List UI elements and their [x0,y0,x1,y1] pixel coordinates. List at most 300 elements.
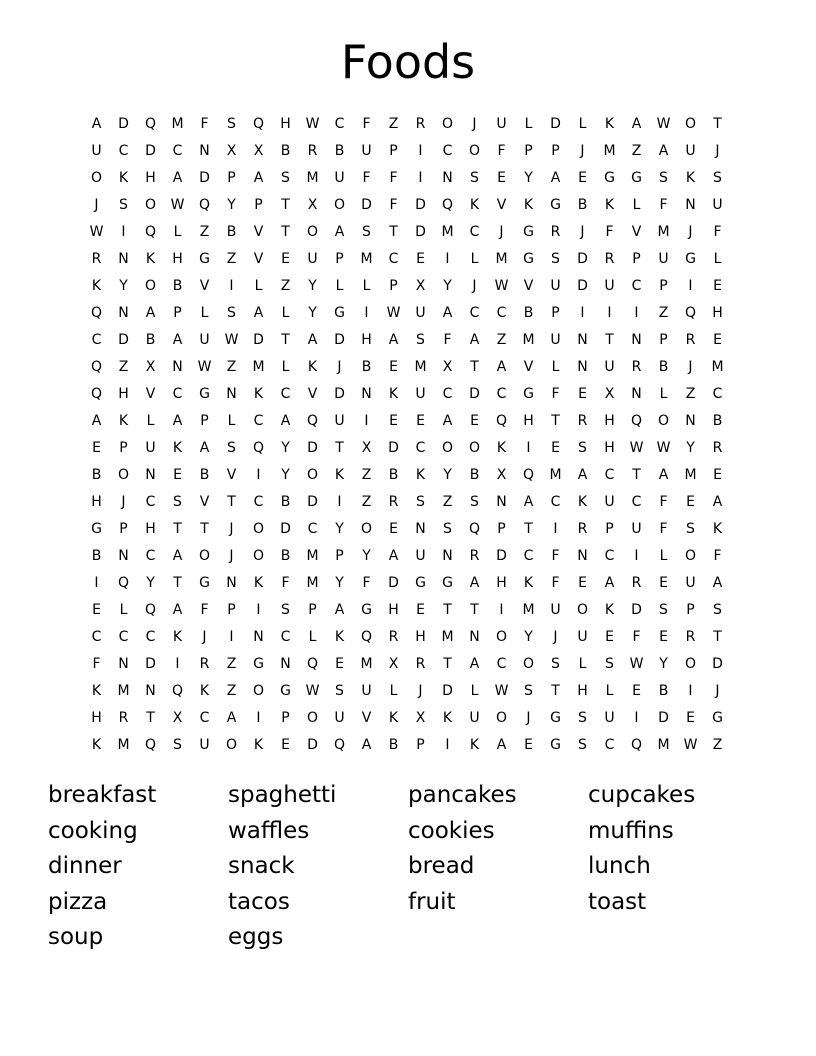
grid-letter: N [118,656,129,672]
grid-letter: U [307,251,318,267]
grid-letter: K [604,197,615,213]
grid-letter: O [144,197,157,213]
grid-letter: Q [360,629,373,645]
grid-letter: Q [144,737,157,753]
word-list-item: fruit [408,888,456,915]
grid-letter: T [281,224,290,240]
grid-row [83,219,731,246]
grid-letter: X [388,656,399,672]
grid-letter: S [416,494,425,510]
grid-letter: P [173,305,182,321]
grid-letter: S [686,521,695,537]
grid-letter: W [494,683,509,699]
grid-letter: Q [522,467,535,483]
grid-letter: N [226,386,237,402]
grid-letter: O [684,116,697,132]
grid-letter: E [605,629,614,645]
grid-letter: F [659,494,668,510]
grid-letter: T [146,710,155,726]
grid-letter: W [170,197,185,213]
grid-letter: J [715,143,720,159]
grid-letter: U [577,629,588,645]
word-list-item: dinner [48,853,122,880]
grid-letter: G [280,683,291,699]
grid-letter: S [227,305,236,321]
grid-letter: M [360,656,373,672]
grid-letter: W [89,224,104,240]
grid-letter: A [280,413,291,429]
grid-letter: R [388,629,399,645]
grid-letter: R [91,251,102,267]
grid-row [83,354,731,381]
grid-letter: K [253,575,264,591]
grid-letter: L [659,548,668,564]
grid-letter: T [470,602,479,618]
grid-letter: E [281,251,290,267]
word-list-item: toast [588,888,647,915]
grid-letter: V [523,359,534,375]
grid-letter: Z [226,251,237,267]
grid-letter: K [712,521,723,537]
grid-letter: T [524,521,533,537]
grid-letter: A [91,413,102,429]
grid-letter: S [470,170,479,186]
grid-letter: E [416,602,425,618]
grid-letter: L [713,251,722,267]
word-list [48,778,768,956]
grid-letter: A [658,467,669,483]
grid-letter: A [172,170,183,186]
grid-letter: Q [252,440,265,456]
grid-letter: U [199,737,210,753]
grid-letter: N [469,629,480,645]
grid-letter: J [472,278,477,294]
grid-letter: W [494,278,509,294]
grid-letter: V [631,224,642,240]
grid-letter: J [526,710,531,726]
grid-letter: G [631,170,642,186]
grid-letter: A [172,548,183,564]
grid-letter: K [334,467,345,483]
grid-letter: P [551,143,560,159]
grid-letter: O [576,602,589,618]
grid-letter: M [117,737,130,753]
grid-letter: Y [146,575,155,591]
grid-letter: K [253,386,264,402]
grid-letter: S [659,602,668,618]
grid-letter: G [550,197,561,213]
grid-letter: N [577,332,588,348]
word-list-item: soup [48,924,104,951]
grid-letter: K [523,197,534,213]
grid-letter: M [306,170,319,186]
grid-letter: T [281,332,290,348]
grid-letter: R [577,521,588,537]
grid-letter: G [523,224,534,240]
grid-letter: D [307,494,318,510]
grid-letter: A [388,548,399,564]
grid-letter: R [550,224,561,240]
grid-letter: T [632,467,641,483]
grid-letter: K [604,602,615,618]
grid-letter: I [553,521,558,537]
word-list-item: cupcakes [588,782,696,808]
grid-letter: A [469,656,480,672]
grid-letter: A [91,116,102,132]
page-title: Foods [340,35,476,89]
grid-letter: I [229,629,234,645]
grid-letter: C [91,332,102,348]
grid-letter: A [604,575,615,591]
grid-letter: Q [144,224,157,240]
grid-letter: D [415,197,426,213]
grid-letter: A [712,494,723,510]
grid-letter: R [631,359,642,375]
grid-letter: O [90,170,103,186]
grid-letter: F [389,197,398,213]
grid-letter: A [469,575,480,591]
grid-letter: O [198,548,211,564]
grid-letter: J [688,359,693,375]
grid-letter: T [389,224,398,240]
grid-letter: C [631,278,642,294]
grid-letter: I [229,278,234,294]
grid-row [83,462,731,489]
grid-letter: Y [281,467,290,483]
grid-letter: Z [280,278,291,294]
grid-letter: H [91,494,102,510]
grid-letter: I [580,305,585,321]
grid-letter: G [253,656,264,672]
grid-letter: U [658,251,669,267]
grid-letter: K [91,737,102,753]
grid-letter: J [472,116,477,132]
grid-letter: P [119,521,128,537]
grid-letter: L [605,683,614,699]
grid-letter: X [442,359,453,375]
grid-letter: K [496,440,507,456]
grid-letter: Z [496,332,507,348]
grid-letter: U [604,710,615,726]
grid-letter: H [604,413,615,429]
grid-letter: O [441,440,454,456]
grid-letter: F [362,170,371,186]
grid-letter: D [577,278,588,294]
grid-letter: A [334,602,345,618]
grid-letter: I [607,305,612,321]
grid-letter: D [145,143,156,159]
grid-letter: B [280,143,291,159]
grid-letter: G [361,602,372,618]
grid-letter: D [550,116,561,132]
grid-letter: Q [198,197,211,213]
letter-grid [83,111,731,759]
grid-letter: W [224,332,239,348]
grid-letter: Q [306,413,319,429]
grid-letter: A [172,602,183,618]
grid-letter: M [711,359,724,375]
grid-letter: V [199,494,210,510]
grid-letter: X [226,143,237,159]
grid-letter: A [496,737,507,753]
grid-letter: B [91,548,102,564]
grid-letter: A [172,332,183,348]
grid-letter: A [253,170,264,186]
grid-letter: M [360,251,373,267]
grid-letter: B [145,332,156,348]
grid-letter: E [713,467,722,483]
grid-letter: Y [443,467,452,483]
grid-letter: Q [144,602,157,618]
grid-letter: I [418,170,423,186]
grid-letter: A [253,305,264,321]
grid-letter: X [496,467,507,483]
grid-letter: B [334,143,345,159]
grid-letter: C [118,143,129,159]
grid-letter: C [496,305,507,321]
grid-letter: R [577,413,588,429]
grid-letter: U [199,332,210,348]
grid-letter: S [659,170,668,186]
grid-letter: D [442,683,453,699]
word-list-item: tacos [228,888,290,915]
grid-letter: O [684,656,697,672]
grid-letter: S [524,683,533,699]
grid-row [83,246,731,273]
grid-letter: B [658,359,669,375]
grid-letter: D [145,656,156,672]
grid-letter: C [118,629,129,645]
grid-row [83,543,731,570]
grid-letter: Q [90,386,103,402]
grid-letter: C [442,386,453,402]
grid-letter: R [631,575,642,591]
grid-letter: R [307,143,318,159]
grid-letter: G [199,386,210,402]
grid-letter: G [550,737,561,753]
grid-letter: B [199,467,210,483]
grid-letter: G [523,386,534,402]
grid-letter: O [333,197,346,213]
grid-letter: N [118,305,129,321]
grid-letter: Z [361,494,372,510]
grid-letter: F [92,656,101,672]
grid-letter: Y [119,278,128,294]
grid-letter: E [92,440,101,456]
grid-letter: V [496,197,507,213]
word-list-item: snack [228,853,295,880]
grid-letter: K [118,413,129,429]
grid-letter: N [226,575,237,591]
grid-letter: B [577,197,588,213]
grid-letter: O [684,548,697,564]
grid-letter: T [713,116,722,132]
grid-letter: R [415,116,426,132]
grid-letter: J [688,224,693,240]
word-list-item: pizza [48,888,108,915]
grid-letter: C [172,143,183,159]
grid-letter: J [715,683,720,699]
grid-letter: F [200,602,209,618]
grid-letter: T [713,629,722,645]
grid-letter: P [632,251,641,267]
grid-letter: C [631,494,642,510]
grid-letter: L [308,629,317,645]
grid-letter: F [281,575,290,591]
grid-letter: N [577,359,588,375]
grid-letter: L [389,683,398,699]
grid-letter: C [145,494,156,510]
grid-letter: C [172,386,183,402]
grid-letter: A [442,413,453,429]
grid-letter: N [118,251,129,267]
grid-letter: H [118,386,129,402]
grid-letter: E [659,575,668,591]
grid-letter: E [632,683,641,699]
grid-letter: X [172,710,183,726]
grid-letter: Z [658,305,669,321]
grid-letter: Q [495,413,508,429]
grid-letter: W [305,683,320,699]
grid-letter: N [253,629,264,645]
grid-letter: Z [442,494,453,510]
grid-letter: E [173,467,182,483]
grid-letter: D [496,548,507,564]
grid-letter: M [495,251,508,267]
grid-letter: S [578,440,587,456]
grid-row [83,327,731,354]
grid-letter: E [659,629,668,645]
grid-letter: D [199,170,210,186]
grid-letter: P [335,548,344,564]
grid-letter: S [416,332,425,348]
grid-letter: P [686,602,695,618]
grid-letter: N [118,548,129,564]
grid-letter: N [199,143,210,159]
grid-letter: H [361,332,372,348]
grid-letter: G [334,305,345,321]
grid-letter: I [364,413,369,429]
grid-letter: P [335,251,344,267]
grid-letter: N [361,386,372,402]
grid-letter: H [496,575,507,591]
grid-letter: D [388,440,399,456]
word-list-item: eggs [228,924,284,951]
grid-letter: G [550,710,561,726]
grid-letter: Q [684,305,697,321]
grid-letter: E [92,602,101,618]
grid-letter: I [256,467,261,483]
grid-letter: B [91,467,102,483]
grid-letter: W [305,116,320,132]
grid-letter: C [334,116,345,132]
grid-letter: V [253,224,264,240]
grid-letter: D [658,710,669,726]
grid-letter: Z [388,116,399,132]
grid-letter: B [658,683,669,699]
grid-letter: M [522,602,535,618]
grid-letter: U [415,386,426,402]
grid-letter: G [415,575,426,591]
grid-letter: L [470,683,479,699]
grid-letter: J [229,548,234,564]
grid-letter: E [578,386,587,402]
grid-row [83,381,731,408]
grid-letter: C [388,251,399,267]
grid-letter: Y [524,170,533,186]
grid-letter: A [334,224,345,240]
grid-letter: J [580,224,585,240]
grid-letter: J [580,143,585,159]
grid-letter: P [551,305,560,321]
grid-letter: Z [226,656,237,672]
grid-row [83,489,731,516]
grid-letter: W [386,305,401,321]
grid-letter: K [307,359,318,375]
grid-letter: J [418,683,423,699]
grid-letter: E [686,710,695,726]
grid-letter: E [578,170,587,186]
grid-letter: L [335,278,344,294]
grid-letter: U [415,548,426,564]
grid-letter: E [713,278,722,294]
grid-letter: C [145,548,156,564]
grid-letter: I [94,575,99,591]
grid-letter: B [388,467,399,483]
grid-letter: Y [335,521,344,537]
grid-letter: Z [361,467,372,483]
grid-letter: H [388,602,399,618]
grid-letter: C [604,737,615,753]
grid-letter: P [119,440,128,456]
grid-letter: C [469,224,480,240]
grid-letter: T [173,575,182,591]
grid-letter: Y [524,629,533,645]
grid-letter: M [522,332,535,348]
grid-letter: F [362,575,371,591]
grid-letter: P [308,602,317,618]
grid-letter: K [253,737,264,753]
grid-letter: H [523,413,534,429]
grid-letter: T [227,494,236,510]
grid-letter: I [337,494,342,510]
grid-letter: C [307,521,318,537]
grid-letter: P [659,332,668,348]
grid-letter: P [389,143,398,159]
grid-letter: B [280,548,291,564]
grid-letter: Q [117,575,130,591]
grid-letter: C [604,548,615,564]
grid-letter: Y [443,278,452,294]
grid-letter: P [659,278,668,294]
grid-letter: C [523,548,534,564]
grid-letter: Q [468,521,481,537]
grid-letter: E [578,575,587,591]
grid-letter: P [254,197,263,213]
grid-letter: O [657,413,670,429]
grid-letter: W [683,737,698,753]
grid-letter: P [389,278,398,294]
grid-letter: D [334,386,345,402]
grid-row [83,570,731,597]
grid-letter: F [551,575,560,591]
grid-row [83,732,731,759]
grid-letter: U [91,143,102,159]
grid-letter: O [252,521,265,537]
grid-letter: K [118,170,129,186]
grid-letter: S [362,224,371,240]
grid-row [83,435,731,462]
